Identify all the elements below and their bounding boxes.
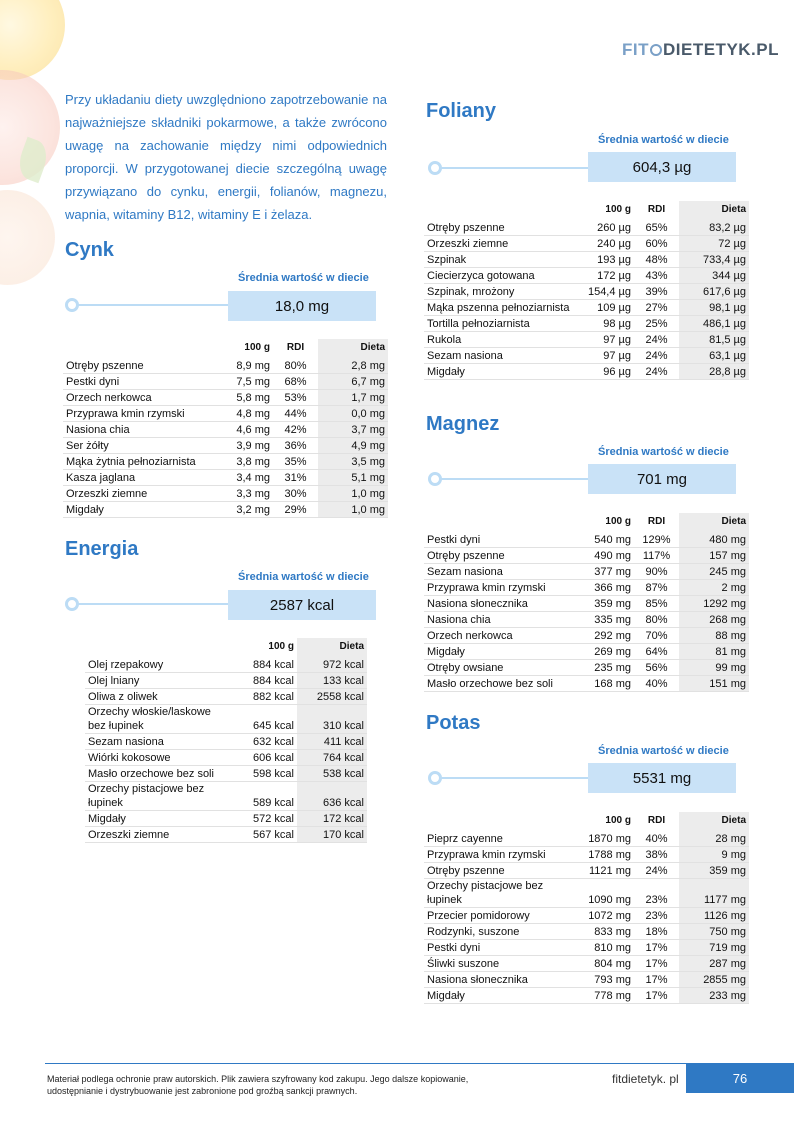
table-row [424, 878, 749, 907]
food-name-cell: Pieprz cayenne [424, 830, 584, 846]
food-name-cell: Orzechy pistacjowe bez łupinek [85, 781, 232, 810]
table-row [424, 251, 749, 267]
table-row [424, 862, 749, 878]
value-cell: 40% [634, 830, 679, 846]
header-rdi: RDI [647, 815, 666, 826]
header-100g: 100 g [605, 815, 631, 826]
value-cell: 589 kcal [232, 781, 297, 810]
table-row [424, 299, 749, 315]
value-cell: 833 mg [584, 923, 634, 939]
value-cell: 750 mg [679, 923, 749, 939]
orange-slice-image [0, 190, 55, 285]
header-100g: 100 g [605, 516, 631, 527]
table-row [424, 659, 749, 675]
value-cell: 733,4 µg [679, 251, 749, 267]
table-row [424, 939, 749, 955]
value-cell: 598 kcal [232, 765, 297, 781]
value-cell: 193 µg [584, 251, 634, 267]
slider-dot-icon [65, 597, 79, 611]
food-name-cell: Sezam nasiona [85, 733, 232, 749]
food-name-cell: Migdały [424, 987, 584, 1003]
value-cell: 154,4 µg [584, 283, 634, 299]
table-row [424, 267, 749, 283]
value-cell: 335 mg [584, 611, 634, 627]
value-cell: 540 mg [584, 531, 634, 547]
value-cell: 636 kcal [297, 781, 367, 810]
value-cell: 172 kcal [297, 810, 367, 826]
table-row [85, 810, 367, 826]
value-cell: 90% [634, 563, 679, 579]
food-name-cell: Oliwa z oliwek [85, 688, 232, 704]
value-cell: 480 mg [679, 531, 749, 547]
food-name-cell: Tortilla pełnoziarnista [424, 315, 584, 331]
table-row [424, 235, 749, 251]
avg-label-magnez: Średnia wartość w diecie [598, 446, 729, 458]
value-cell: 377 mg [584, 563, 634, 579]
slider-line [441, 478, 588, 480]
value-cell: 3,5 mg [318, 453, 388, 469]
table-row [424, 531, 749, 547]
value-cell: 30% [273, 485, 318, 501]
food-name-cell: Pestki dyni [424, 531, 584, 547]
food-name-cell: Śliwki suszone [424, 955, 584, 971]
table-potas [424, 812, 749, 1004]
slider-line [441, 167, 588, 169]
value-cell: 17% [634, 987, 679, 1003]
value-cell: 83,2 µg [679, 219, 749, 235]
table-row [424, 987, 749, 1003]
section-title-potas: Potas [426, 712, 481, 734]
food-name-cell: Otręby pszenne [424, 219, 584, 235]
value-cell: 268 mg [679, 611, 749, 627]
table-row [85, 826, 367, 842]
value-cell: 233 mg [679, 987, 749, 1003]
value-cell: 85% [634, 595, 679, 611]
header-rdi: RDI [647, 516, 666, 527]
value-cell: 87% [634, 579, 679, 595]
value-cell: 97 µg [584, 331, 634, 347]
food-name-cell: Orzeszki ziemne [85, 826, 232, 842]
value-cell: 310 kcal [297, 704, 367, 733]
food-name-cell: Mąka żytnia pełnoziarnista [63, 453, 223, 469]
value-cell: 3,8 mg [223, 453, 273, 469]
value-cell: 23% [634, 878, 679, 907]
table-row [85, 749, 367, 765]
value-cell: 572 kcal [232, 810, 297, 826]
value-cell: 245 mg [679, 563, 749, 579]
value-cell: 96 µg [584, 363, 634, 379]
value-cell: 764 kcal [297, 749, 367, 765]
food-name-cell: Przyprawa kmin rzymski [424, 579, 584, 595]
food-name-cell: Orzechy pistacjowe bez łupinek [424, 878, 584, 907]
value-cell: 43% [634, 267, 679, 283]
value-cell: 4,8 mg [223, 405, 273, 421]
value-cell: 2855 mg [679, 971, 749, 987]
value-cell: 235 mg [584, 659, 634, 675]
value-cell: 98,1 µg [679, 299, 749, 315]
value-cell: 2558 kcal [297, 688, 367, 704]
avg-value-potas: 5531 mg [588, 763, 736, 793]
value-cell: 48% [634, 251, 679, 267]
header-dieta: Dieta [679, 812, 749, 830]
food-name-cell: Rodzynki, suszone [424, 923, 584, 939]
food-name-cell: Rukola [424, 331, 584, 347]
value-cell: 9 mg [679, 846, 749, 862]
table-row [63, 501, 388, 517]
value-cell: 6,7 mg [318, 373, 388, 389]
value-cell: 23% [634, 907, 679, 923]
table-energia [85, 638, 367, 843]
table-cynk [63, 339, 388, 518]
value-cell: 884 kcal [232, 672, 297, 688]
value-cell: 81,5 µg [679, 331, 749, 347]
value-cell: 39% [634, 283, 679, 299]
table-row [424, 283, 749, 299]
value-cell: 64% [634, 643, 679, 659]
food-name-cell: Orzech nerkowca [63, 389, 223, 405]
food-name-cell: Orzeszki ziemne [63, 485, 223, 501]
table-row [424, 955, 749, 971]
value-cell: 1126 mg [679, 907, 749, 923]
value-cell: 3,3 mg [223, 485, 273, 501]
table-row [424, 579, 749, 595]
value-cell: 29% [273, 501, 318, 517]
food-name-cell: Nasiona słonecznika [424, 595, 584, 611]
value-cell: 1788 mg [584, 846, 634, 862]
value-cell: 287 mg [679, 955, 749, 971]
value-cell: 240 µg [584, 235, 634, 251]
value-cell: 5,8 mg [223, 389, 273, 405]
value-cell: 60% [634, 235, 679, 251]
value-cell: 35% [273, 453, 318, 469]
value-cell: 98 µg [584, 315, 634, 331]
food-name-cell: Migdały [424, 643, 584, 659]
value-cell: 2 mg [679, 579, 749, 595]
value-cell: 40% [634, 675, 679, 691]
table-row [424, 971, 749, 987]
value-cell: 778 mg [584, 987, 634, 1003]
table-row [424, 347, 749, 363]
value-cell: 151 mg [679, 675, 749, 691]
food-name-cell: Migdały [85, 810, 232, 826]
value-cell: 1,0 mg [318, 485, 388, 501]
table-row [424, 846, 749, 862]
table-foliany [424, 201, 749, 380]
value-cell: 44% [273, 405, 318, 421]
section-title-foliany: Foliany [426, 100, 497, 122]
value-cell: 269 mg [584, 643, 634, 659]
value-cell: 3,2 mg [223, 501, 273, 517]
footer-divider [45, 1063, 794, 1064]
table-row [424, 219, 749, 235]
value-cell: 28,8 µg [679, 363, 749, 379]
food-name-cell: Przyprawa kmin rzymski [63, 405, 223, 421]
value-cell: 168 mg [584, 675, 634, 691]
food-name-cell: Przecier pomidorowy [424, 907, 584, 923]
value-cell: 292 mg [584, 627, 634, 643]
value-cell: 65% [634, 219, 679, 235]
value-cell: 3,9 mg [223, 437, 273, 453]
table-row [63, 421, 388, 437]
header-100g: 100 g [605, 204, 631, 215]
food-name-cell: Nasiona słonecznika [424, 971, 584, 987]
table-row [85, 733, 367, 749]
slider-dot-icon [65, 298, 79, 312]
food-name-cell: Orzech nerkowca [424, 627, 584, 643]
header-100g: 100 g [244, 342, 270, 353]
value-cell: 972 kcal [297, 656, 367, 672]
food-name-cell: Pestki dyni [424, 939, 584, 955]
slider-dot-icon [428, 472, 442, 486]
value-cell: 157 mg [679, 547, 749, 563]
value-cell: 1121 mg [584, 862, 634, 878]
value-cell: 172 µg [584, 267, 634, 283]
food-name-cell: Otręby pszenne [424, 862, 584, 878]
avg-value-cynk: 18,0 mg [228, 291, 376, 321]
value-cell: 804 mg [584, 955, 634, 971]
value-cell: 24% [634, 331, 679, 347]
value-cell: 538 kcal [297, 765, 367, 781]
slider-line [441, 777, 588, 779]
food-name-cell: Przyprawa kmin rzymski [424, 846, 584, 862]
table-row [63, 373, 388, 389]
value-cell: 0,0 mg [318, 405, 388, 421]
section-title-magnez: Magnez [426, 413, 500, 435]
header-rdi: RDI [647, 204, 666, 215]
value-cell: 1090 mg [584, 878, 634, 907]
avg-value-energia: 2587 kcal [228, 590, 376, 620]
table-row [63, 389, 388, 405]
value-cell: 80% [273, 357, 318, 373]
value-cell: 260 µg [584, 219, 634, 235]
value-cell: 36% [273, 437, 318, 453]
value-cell: 133 kcal [297, 672, 367, 688]
value-cell: 1292 mg [679, 595, 749, 611]
table-row [63, 405, 388, 421]
value-cell: 7,5 mg [223, 373, 273, 389]
value-cell: 24% [634, 862, 679, 878]
value-cell: 27% [634, 299, 679, 315]
intro-paragraph: Przy układaniu diety uwzględniono zapotrzebowanie na najważniejsze składniki pokarmowe, a także zwrócono uwagę na zachowanie między nimi odpowiednich proporcji. W przygotowanej diecie szczególną uwagę przywiązano do cynku, energii, folianów, magnezu, wapnia, witaminy B12, witaminy E i żelaza. [65, 92, 387, 222]
food-name-cell: Ser żółty [63, 437, 223, 453]
value-cell: 25% [634, 315, 679, 331]
avg-label-foliany: Średnia wartość w diecie [598, 134, 729, 146]
value-cell: 70% [634, 627, 679, 643]
header-rdi: RDI [286, 342, 305, 353]
avg-label-potas: Średnia wartość w diecie [598, 745, 729, 757]
value-cell: 17% [634, 939, 679, 955]
avg-value-magnez: 701 mg [588, 464, 736, 494]
value-cell: 4,9 mg [318, 437, 388, 453]
value-cell: 1,0 mg [318, 501, 388, 517]
food-name-cell: Migdały [63, 501, 223, 517]
value-cell: 88 mg [679, 627, 749, 643]
table-row [63, 437, 388, 453]
value-cell: 882 kcal [232, 688, 297, 704]
food-name-cell: Kasza jaglana [63, 469, 223, 485]
value-cell: 63,1 µg [679, 347, 749, 363]
value-cell: 486,1 µg [679, 315, 749, 331]
value-cell: 97 µg [584, 347, 634, 363]
value-cell: 359 mg [584, 595, 634, 611]
value-cell: 632 kcal [232, 733, 297, 749]
table-row [85, 781, 367, 810]
value-cell: 17% [634, 955, 679, 971]
value-cell: 81 mg [679, 643, 749, 659]
food-name-cell: Ciecierzyca gotowana [424, 267, 584, 283]
food-name-cell: Masło orzechowe bez soli [85, 765, 232, 781]
food-name-cell: Migdały [424, 363, 584, 379]
value-cell: 1177 mg [679, 878, 749, 907]
value-cell: 56% [634, 659, 679, 675]
footer-site-link[interactable]: fitdietetyk. pl [612, 1072, 679, 1086]
value-cell: 5,1 mg [318, 469, 388, 485]
value-cell: 68% [273, 373, 318, 389]
value-cell: 117% [634, 547, 679, 563]
food-name-cell: Nasiona chia [63, 421, 223, 437]
food-name-cell: Wiórki kokosowe [85, 749, 232, 765]
table-row [424, 595, 749, 611]
value-cell: 129% [634, 531, 679, 547]
food-name-cell: Orzechy włoskie/laskowe bez łupinek [85, 704, 232, 733]
section-title-energia: Energia [65, 538, 139, 560]
value-cell: 4,6 mg [223, 421, 273, 437]
value-cell: 366 mg [584, 579, 634, 595]
copyright-notice: Materiał podlega ochronie praw autorskich. Plik zawiera szyfrowany kod zakupu. Jego dalsze kopiowanie, udostępnianie i dystrybuowanie jest zabronione pod groźbą sankcji prawnych. [47, 1074, 469, 1096]
table-row [63, 469, 388, 485]
value-cell: 793 mg [584, 971, 634, 987]
value-cell: 170 kcal [297, 826, 367, 842]
food-name-cell: Orzeszki ziemne [424, 235, 584, 251]
slider-dot-icon [428, 771, 442, 785]
logo-fit-text: FIT [622, 40, 649, 59]
table-magnez [424, 513, 749, 692]
value-cell: 411 kcal [297, 733, 367, 749]
table-row [85, 704, 367, 733]
table-row [424, 363, 749, 379]
value-cell: 2,8 mg [318, 357, 388, 373]
page-number: 76 [686, 1063, 794, 1093]
header-dieta: Dieta [679, 201, 749, 219]
slider-dot-icon [428, 161, 442, 175]
value-cell: 18% [634, 923, 679, 939]
food-name-cell: Nasiona chia [424, 611, 584, 627]
food-name-cell: Masło orzechowe bez soli [424, 675, 584, 691]
table-row [85, 688, 367, 704]
value-cell: 80% [634, 611, 679, 627]
food-name-cell: Mąka pszenna pełnoziarnista [424, 299, 584, 315]
logo-dietetyk-text: DIETETYK.PL [663, 40, 780, 59]
header-100g: 100 g [268, 641, 294, 652]
value-cell: 490 mg [584, 547, 634, 563]
food-name-cell: Otręby owsiane [424, 659, 584, 675]
value-cell: 1072 mg [584, 907, 634, 923]
value-cell: 8,9 mg [223, 357, 273, 373]
value-cell: 719 mg [679, 939, 749, 955]
food-name-cell: Sezam nasiona [424, 563, 584, 579]
table-row [424, 830, 749, 846]
slider-line [78, 304, 228, 306]
lemon-slice-image [0, 0, 65, 80]
value-cell: 617,6 µg [679, 283, 749, 299]
food-name-cell: Olej rzepakowy [85, 656, 232, 672]
table-row [424, 907, 749, 923]
logo-circle-icon [650, 44, 662, 56]
table-row [424, 563, 749, 579]
food-name-cell: Otręby pszenne [424, 547, 584, 563]
value-cell: 72 µg [679, 235, 749, 251]
value-cell: 606 kcal [232, 749, 297, 765]
value-cell: 884 kcal [232, 656, 297, 672]
table-row [63, 453, 388, 469]
value-cell: 24% [634, 363, 679, 379]
value-cell: 567 kcal [232, 826, 297, 842]
table-row [424, 675, 749, 691]
value-cell: 53% [273, 389, 318, 405]
table-row [424, 627, 749, 643]
value-cell: 3,7 mg [318, 421, 388, 437]
value-cell: 17% [634, 971, 679, 987]
value-cell: 31% [273, 469, 318, 485]
header-dieta: Dieta [297, 638, 367, 656]
table-row [424, 331, 749, 347]
avg-label-energia: Średnia wartość w diecie [238, 571, 369, 583]
table-row [424, 923, 749, 939]
value-cell: 99 mg [679, 659, 749, 675]
value-cell: 28 mg [679, 830, 749, 846]
fitdietetyk-logo [622, 40, 779, 60]
value-cell: 109 µg [584, 299, 634, 315]
value-cell: 38% [634, 846, 679, 862]
food-name-cell: Pestki dyni [63, 373, 223, 389]
food-name-cell: Olej lniany [85, 672, 232, 688]
avg-label-cynk: Średnia wartość w diecie [238, 272, 369, 284]
table-row [424, 643, 749, 659]
value-cell: 42% [273, 421, 318, 437]
fruit-decoration [0, 0, 70, 300]
table-row [85, 672, 367, 688]
header-dieta: Dieta [318, 339, 388, 357]
header-dieta: Dieta [679, 513, 749, 531]
value-cell: 24% [634, 347, 679, 363]
value-cell: 1870 mg [584, 830, 634, 846]
table-row [63, 357, 388, 373]
food-name-cell: Szpinak, mrożony [424, 283, 584, 299]
table-row [63, 485, 388, 501]
value-cell: 645 kcal [232, 704, 297, 733]
table-row [424, 315, 749, 331]
food-name-cell: Otręby pszenne [63, 357, 223, 373]
avg-value-foliany: 604,3 µg [588, 152, 736, 182]
value-cell: 1,7 mg [318, 389, 388, 405]
section-title-cynk: Cynk [65, 239, 114, 261]
value-cell: 359 mg [679, 862, 749, 878]
table-row [85, 656, 367, 672]
food-name-cell: Sezam nasiona [424, 347, 584, 363]
value-cell: 810 mg [584, 939, 634, 955]
slider-line [78, 603, 228, 605]
value-cell: 3,4 mg [223, 469, 273, 485]
value-cell: 344 µg [679, 267, 749, 283]
table-row [424, 611, 749, 627]
table-row [424, 547, 749, 563]
table-row [85, 765, 367, 781]
food-name-cell: Szpinak [424, 251, 584, 267]
